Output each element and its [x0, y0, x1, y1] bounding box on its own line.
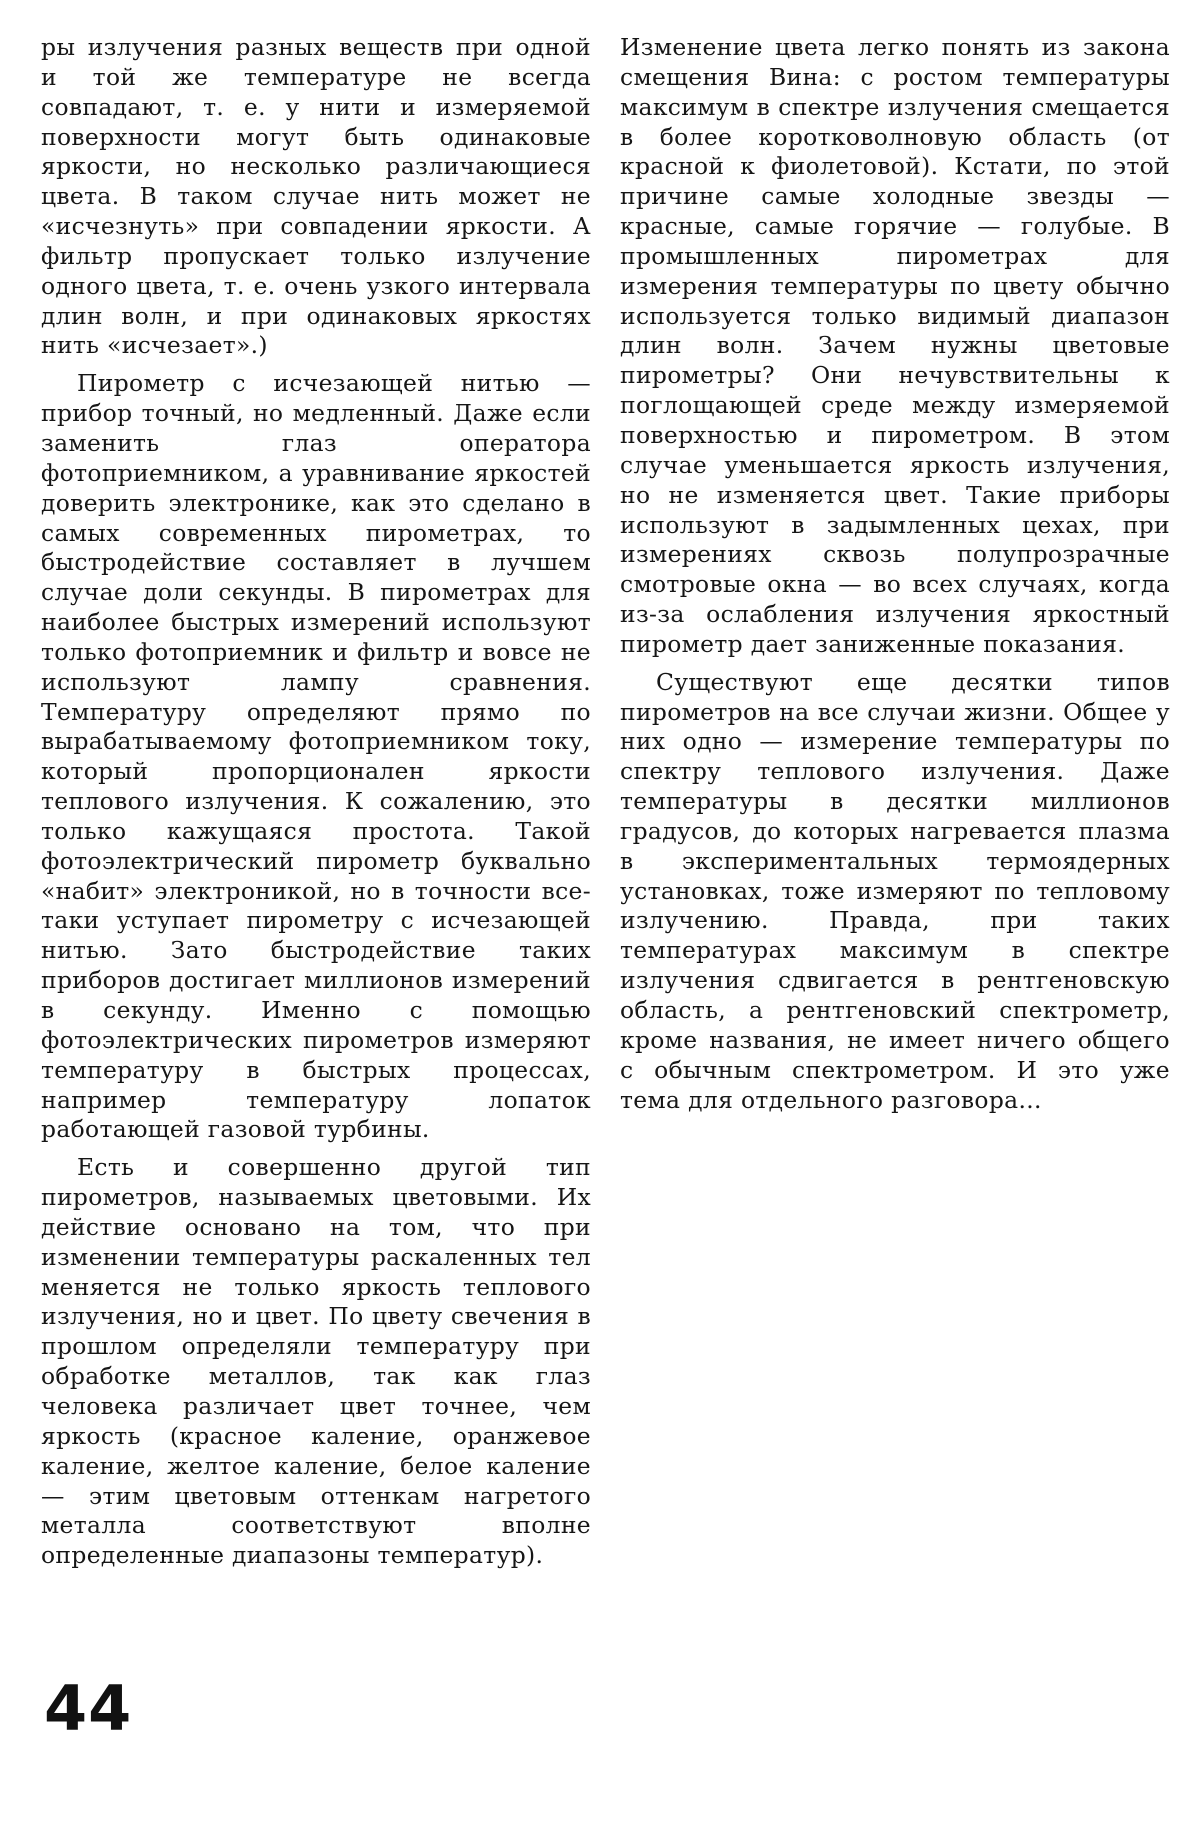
paragraph-right-2: Существуют еще десятки типов пирометров на все случаи жизни. Общее у них одно — измерение температуры по спектру теплового излучения. Даже температуры в десятки миллионов градусов, до которых нагревается плазма в экспериментальных термоядерных установках, тоже измеряют по тепловому излучению. Правда, при таких температурах максимум в спектре излучения сдвигается в рентгеновскую область, а рентгеновский спектрометр, кроме названия, не имеет ничего общего с обычным спектрометром. И это уже тема для отдельного разговора...	[620, 667, 1170, 1114]
right-text-column	[620, 33, 1170, 1123]
paragraph-left-2: Пирометр с исчезающей нитью — прибор точный, но медленный. Даже если заменить глаз оператора фотоприемником, а уравнивание яркостей доверить электронике, как это сделано в самых современных пирометрах, то быстродействие составляет в лучшем случае доли секунды. В пирометрах для наиболее быстрых измерений используют только фотоприемник и фильтр и вовсе не используют лампу сравнения. Температуру определяют прямо по вырабатываемому фотоприемником току, который пропорционален яркости теплового излучения. К сожалению, это только кажущаяся простота. Такой фотоэлектрический пирометр буквально «набит» электроникой, но в точности все-таки уступает пирометру с исчезающей нитью. Зато быстродействие таких приборов достигает миллионов измерений в секунду. Именно с помощью фотоэлектрических пирометров измеряют температуру в быстрых процессах, например температуру лопаток работающей газовой турбины.	[41, 369, 591, 1144]
paragraph-right-1: Изменение цвета легко понять из закона смещения Вина: с ростом температуры максимум в спектре излучения смещается в более коротковолновую область (от красной к фиолетовой). Кстати, по этой причине самые холодные звезды — красные, самые горячие — голубые. В промышленных пирометрах для измерения температуры по цвету обычно используется только видимый диапазон длин волн. Зачем нужны цветовые пирометры? Они нечувствительны к поглощающей среде между измеряемой поверхностью и пирометром. В этом случае уменьшается яркость излучения, но не изменяется цвет. Такие приборы используют в задымленных цехах, при измерениях сквозь полупрозрачные смотровые окна — во всех случаях, когда из-за ослабления излучения яркостный пирометр дает заниженные показания.	[620, 33, 1170, 658]
paragraph-left-3: Есть и совершенно другой тип пирометров, называемых цветовыми. Их действие основано на том, что при изменении температуры раскаленных тел меняется не только яркость теплового излучения, но и цвет. По цвету свечения в прошлом определяли температуру при обработке металлов, так как глаз человека различает цвет точнее, чем яркость (красное каление, оранжевое каление, желтое каление, белое каление — этим цветовым оттенкам нагретого металла соответствуют вполне определенные диапазоны температур).	[41, 1153, 591, 1570]
page-number: 44	[44, 1672, 133, 1745]
left-text-column	[41, 33, 591, 1579]
paragraph-left-1: ры излучения разных веществ при одной и той же температуре не всегда совпадают, т. е. у нити и измеряемой поверхности могут быть одинаковые яркости, но несколько различающиеся цвета. В таком случае нить может не «исчезнуть» при совпадении яркости. А фильтр пропускает только излучение одного цвета, т. е. очень узкого интервала длин волн, и при одинаковых яркостях нить «исчезает».)	[41, 33, 591, 360]
